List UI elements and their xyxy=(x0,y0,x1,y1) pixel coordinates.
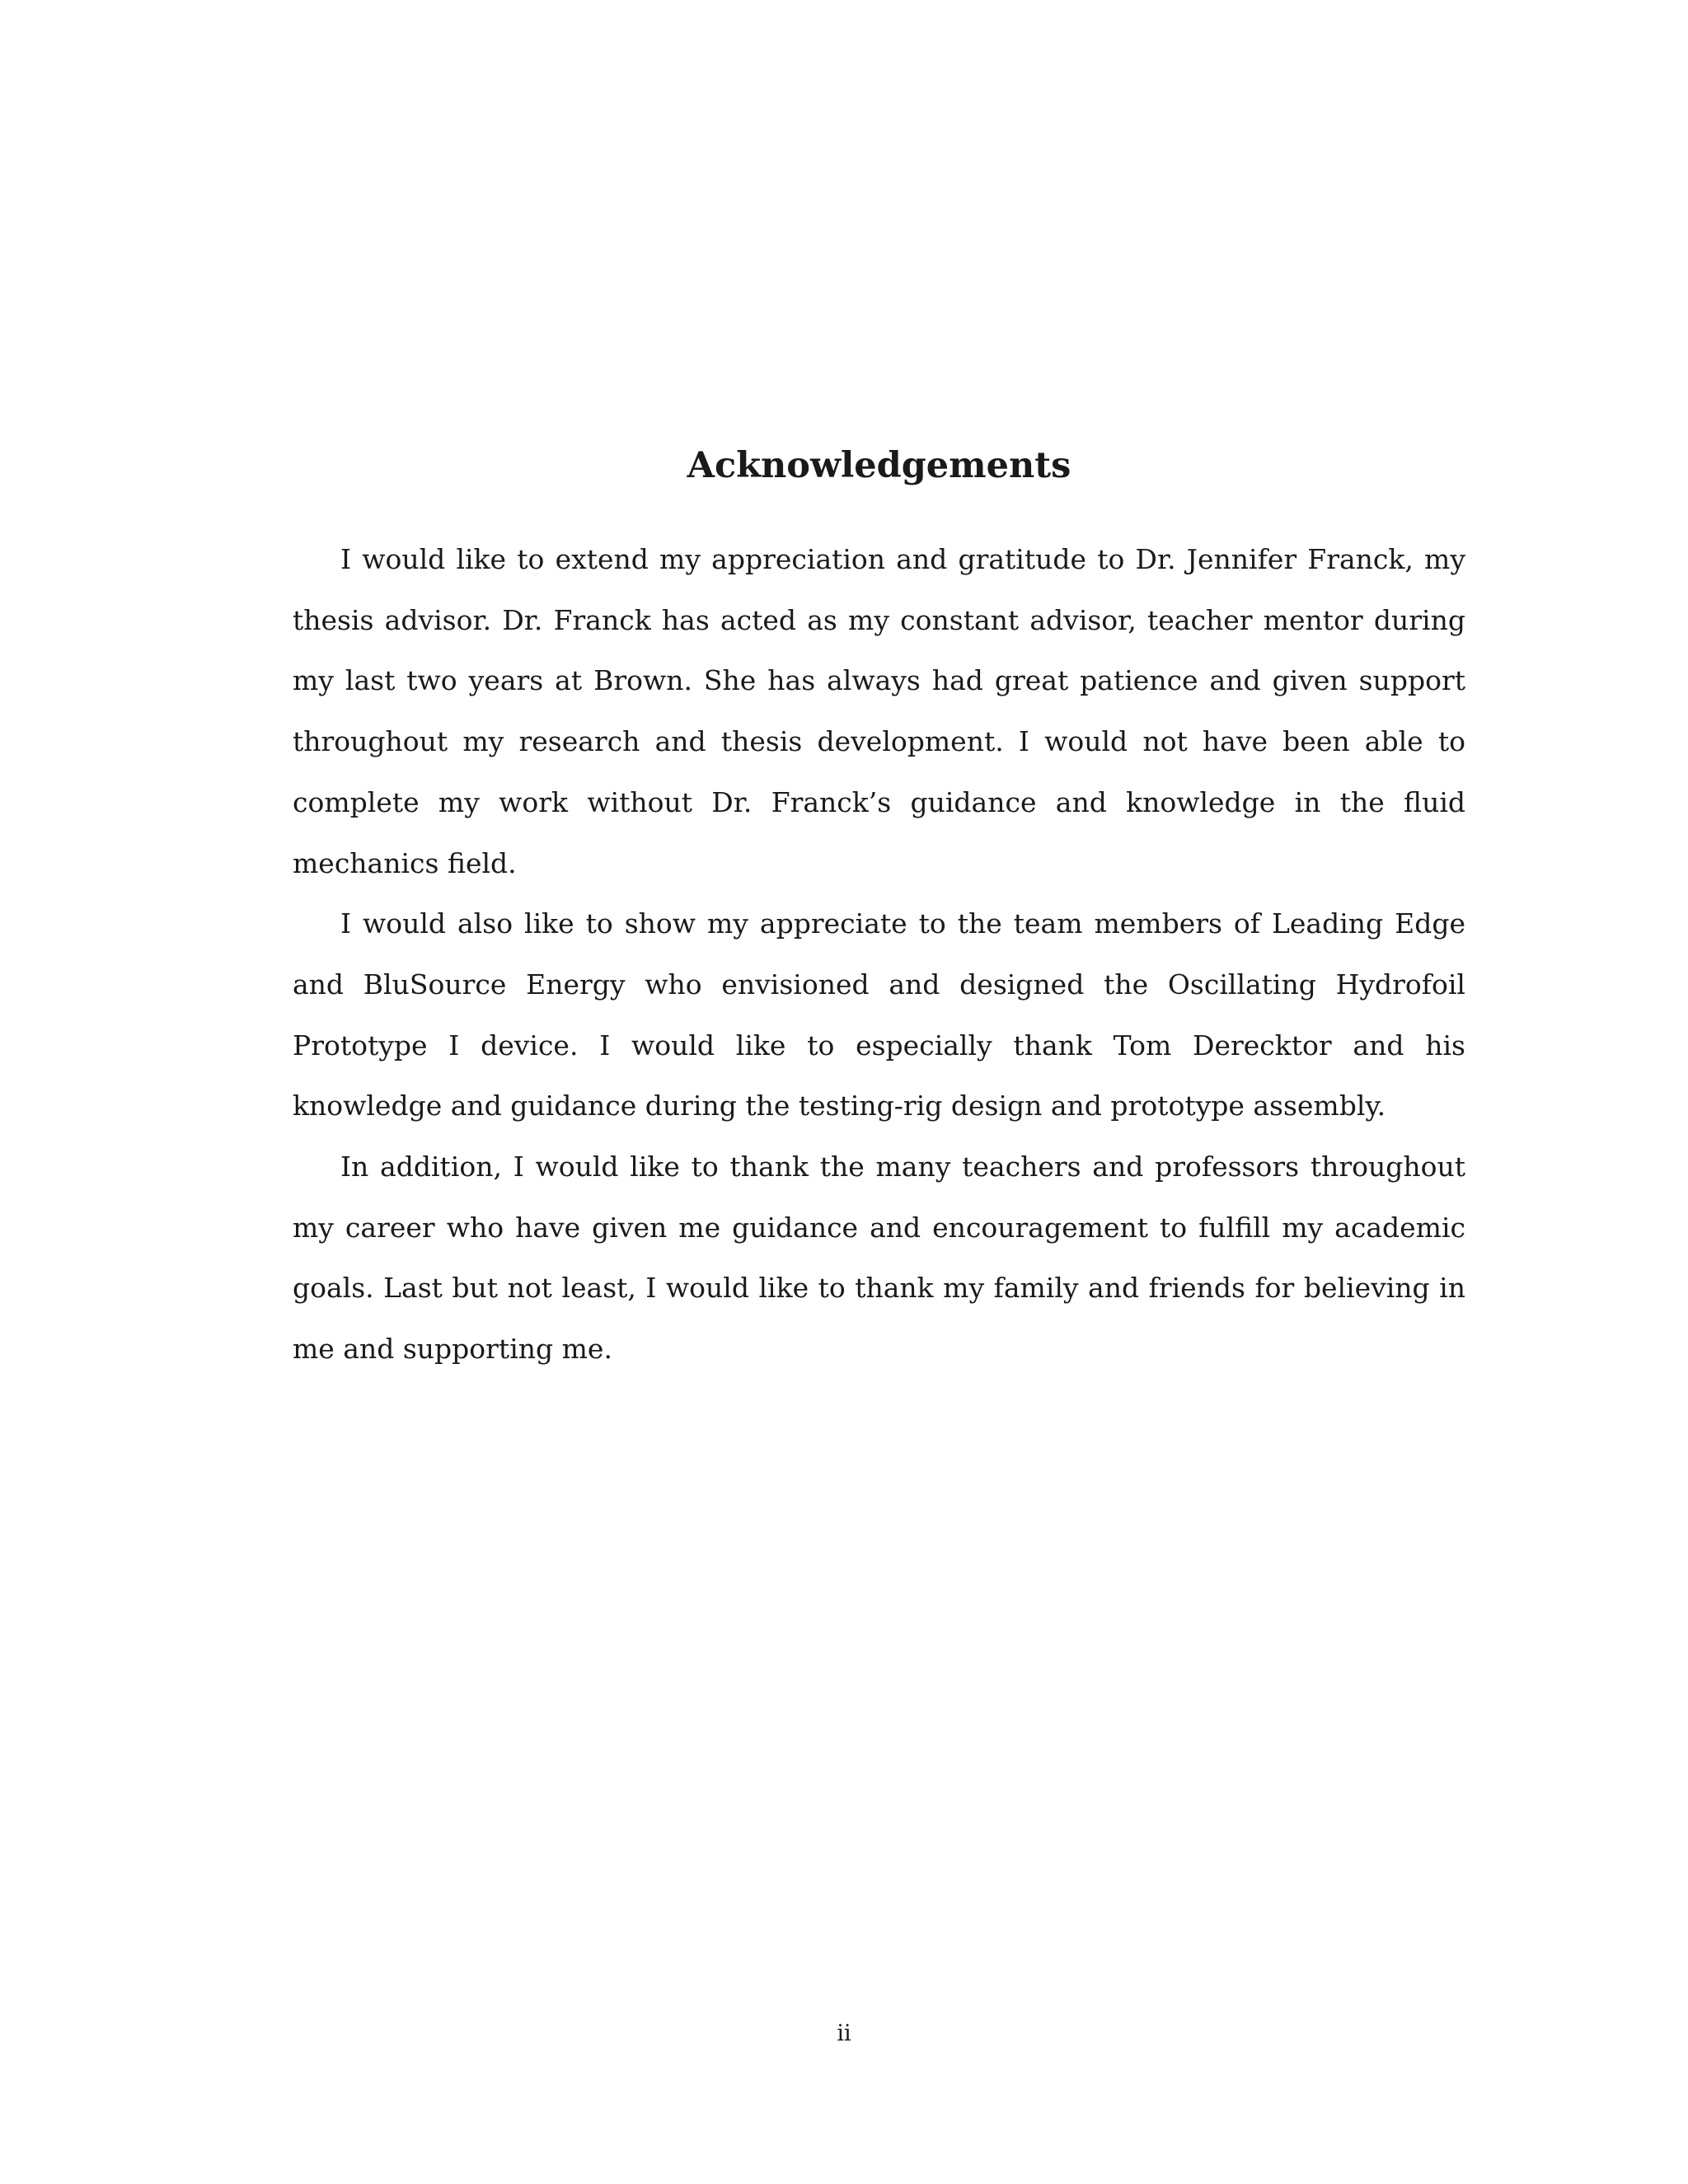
page-number: ii xyxy=(837,2021,851,2046)
paragraph-team: I would also like to show my appreciate to the team members of Leading Edge and BluSource Energy who envisioned and designed the Oscillating Hydrofoil Prototype I device. I would like to especially thank Tom Derecktor and his knowledge and guidance during the testing-rig design and prototype assembly. xyxy=(293,907,1465,1122)
acknowledgements-body xyxy=(293,529,1465,1380)
page-title: Acknowledgements xyxy=(687,445,1071,486)
paragraph-advisor: I would like to extend my appreciation and gratitude to Dr. Jennifer Franck, my thesis advisor. Dr. Franck has acted as my constant advisor, teacher mentor during my last two years at Brown. She has always had great patience and given support throughout my research and thesis development. I would not have been able to complete my work without Dr. Franck’s guidance and knowledge in the fluid mechanics field. xyxy=(293,543,1465,879)
paragraph-family: In addition, I would like to thank the many teachers and professors throughout my career who have given me guidance and encouragement to fulfill my academic goals. Last but not least, I would like to thank my family and friends for believing in me and supporting me. xyxy=(293,1151,1465,1366)
